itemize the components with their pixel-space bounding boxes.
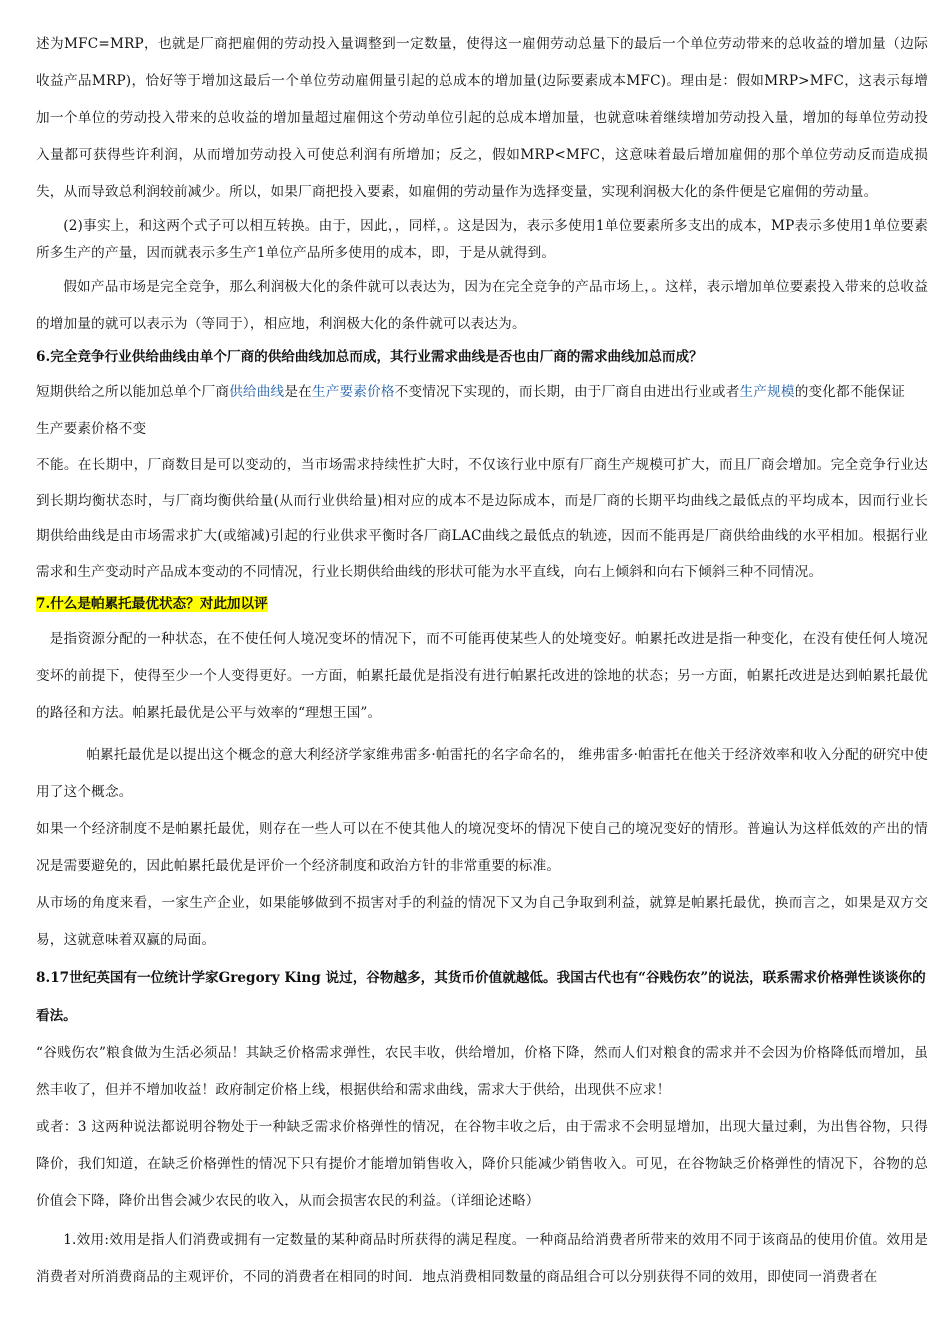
answer-6-text-d: 的变化都不能保证 [794, 384, 906, 400]
link-production-scale[interactable]: 生产规模 [739, 384, 795, 400]
paragraph-perfect-competition: 假如产品市场是完全竞争，那么利润极大化的条件就可以表达为，因为在完全竞争的产品市场上，。这样，表示增加单位要素投入带来的总收益的增加量的就可以表示为（等同于），相应地，利润极大化的条件就可以表达为。 [36, 279, 928, 332]
question-7 [36, 590, 928, 619]
answer-8-first: “谷贱伤农”粮食做为生活必须品！其缺乏价格需求弹性，农民丰收，供给增加，价格下降，然而人们对粮食的需求并不会因为价格降低而增加，虽然丰收了，但并不增加收益！政府制定价格上线，根据供给和需求曲线，需求大于供给，出现供不应求！ [36, 1045, 928, 1098]
answer-6-text-a: 短期供给之所以能加总单个厂商 [36, 384, 230, 400]
paragraph-mrp-mfc: 述为MFC=MRP，也就是厂商把雇佣的劳动投入量调整到一定数量，使得这一雇佣劳动总量下的最后一个单位劳动带来的总收益的增加量（边际收益产品MRP)，恰好等于增加这最后一个单位劳动雇佣量引起的总成本的增加量(边际要素成本MFC)。理由是：假如MRP>MFC，这表示每增加一个单位的劳动投入带来的总收益的增加量超过雇佣这个劳动单位引起的总成本增加量，也就意味着继续增加劳动投入量，增加的每单位劳动投入量都可获得些许利润，从而增加劳动投入可使总利润有所增加；反之，假如MRP<MFC，这意味着最后增加雇佣的那个单位劳动反而造成损失，从而导致总利润较前减少。所以，如果厂商把投入要素，如雇佣的劳动量作为选择变量，实现利润极大化的条件便是它雇佣的劳动量。 [36, 36, 928, 200]
answer-6-text-b: 是在 [284, 384, 312, 400]
paragraph-utility: 1.效用:效用是指人们消费或拥有一定数量的某种商品时所获得的满足程度。一种商品给消费者所带来的效用不同于该商品的使用价值。效用是消费者对所消费商品的主观评价，不同的消费者在相同的时间．地点消费相同数量的商品组合可以分别获得不同的效用，即使同一消费者在 [36, 1232, 928, 1285]
paragraph-conversion: (2)事实上，和这两个式子可以相互转换。由于，因此，，同样，。这是因为，表示多使用1单位要素所多支出的成本，MP表示多使用1单位要素所多生产的产量，因而就表示多生产1单位产品所多使用的成本，即，于是从就得到。 [36, 218, 928, 261]
answer-7-origin: 帕累托最优是以提出这个概念的意大利经济学家维弗雷多·帕雷托的名字命名的， 维弗雷多·帕雷托在他关于经济效率和收入分配的研究中使用了这个概念。 [36, 747, 928, 800]
question-6: 6.完全竞争行业供给曲线由单个厂商的供给曲线加总而成，其行业需求曲线是否也由厂商的需求曲线加总而成？ [36, 349, 703, 365]
answer-6-line2: 生产要素价格不变 [36, 421, 147, 437]
answer-7-standard: 如果一个经济制度不是帕累托最优，则存在一些人可以在不使其他人的境况变坏的情况下使自己的境况变好的情形。普遍认为这样低效的产出的情况是需要避免的，因此帕累托最优是评价一个经济制度和政治方针的非常重要的标准。 [36, 821, 928, 874]
question-8: 8.17世纪英国有一位统计学家Gregory King 说过，谷物越多，其货币价值就越低。我国古代也有“谷贱伤农”的说法，联系需求价格弹性谈谈你的看法。 [36, 970, 926, 1024]
answer-8-second: 或者：3 这两种说法都说明谷物处于一种缺乏需求价格弹性的情况，在谷物丰收之后，由于需求不会明显增加，出现大量过剩，为出售谷物，只得降价，我们知道，在缺乏价格弹性的情况下只有提价才能增加销售收入，降价只能减少销售收入。可见，在谷物缺乏价格弹性的情况下，谷物的总价值会下降，降价出售会减少农民的收入，从而会损害农民的利益。（详细论述略） [36, 1119, 928, 1209]
question-7-highlight: 7.什么是帕累托最优状态？对此加以评 [36, 596, 268, 612]
answer-7-definition: 是指资源分配的一种状态，在不使任何人境况变坏的情况下，而不可能再使某些人的处境变好。帕累托改进是指一种变化，在没有使任何人境况变坏的前提下，使得至少一个人变得更好。一方面，帕累托最优是指没有进行帕累托改进的馀地的状态；另一方面，帕累托改进是达到帕累托最优的路径和方法。帕累托最优是公平与效率的“理想王国”。 [36, 631, 928, 721]
link-factor-price[interactable]: 生产要素价格 [311, 384, 395, 400]
answer-6-text-c: 不变情况下实现的，而长期，由于厂商自由进出行业或者 [394, 384, 740, 400]
answer-7-market: 从市场的角度来看，一家生产企业，如果能够做到不损害对手的利益的情况下又为自己争取到利益，就算是帕累托最优，换而言之，如果是双方交易，这就意味着双赢的局面。 [36, 895, 928, 948]
document-page [36, 26, 928, 1296]
answer-6-body: 不能。在长期中，厂商数目是可以变动的，当市场需求持续性扩大时，不仅该行业中原有厂商生产规模可扩大，而且厂商会增加。完全竞争行业达到长期均衡状态时，与厂商均衡供给量(从而行业供给量)相对应的成本不是边际成本，而是厂商的长期平均曲线之最低点的平均成本，因而行业长期供给曲线是由市场需求扩大(或缩减)引起的行业供求平衡时各厂商LAC曲线之最低点的轨迹，因而不能再是厂商供给曲线的水平相加。根据行业需求和生产变动时产品成本变动的不同情况，行业长期供给曲线的形状可能为水平直线，向右上倾斜和向右下倾斜三种不同情况。 [36, 457, 928, 580]
link-supply-curve[interactable]: 供给曲线 [229, 384, 285, 400]
answer-6-intro [36, 374, 928, 411]
